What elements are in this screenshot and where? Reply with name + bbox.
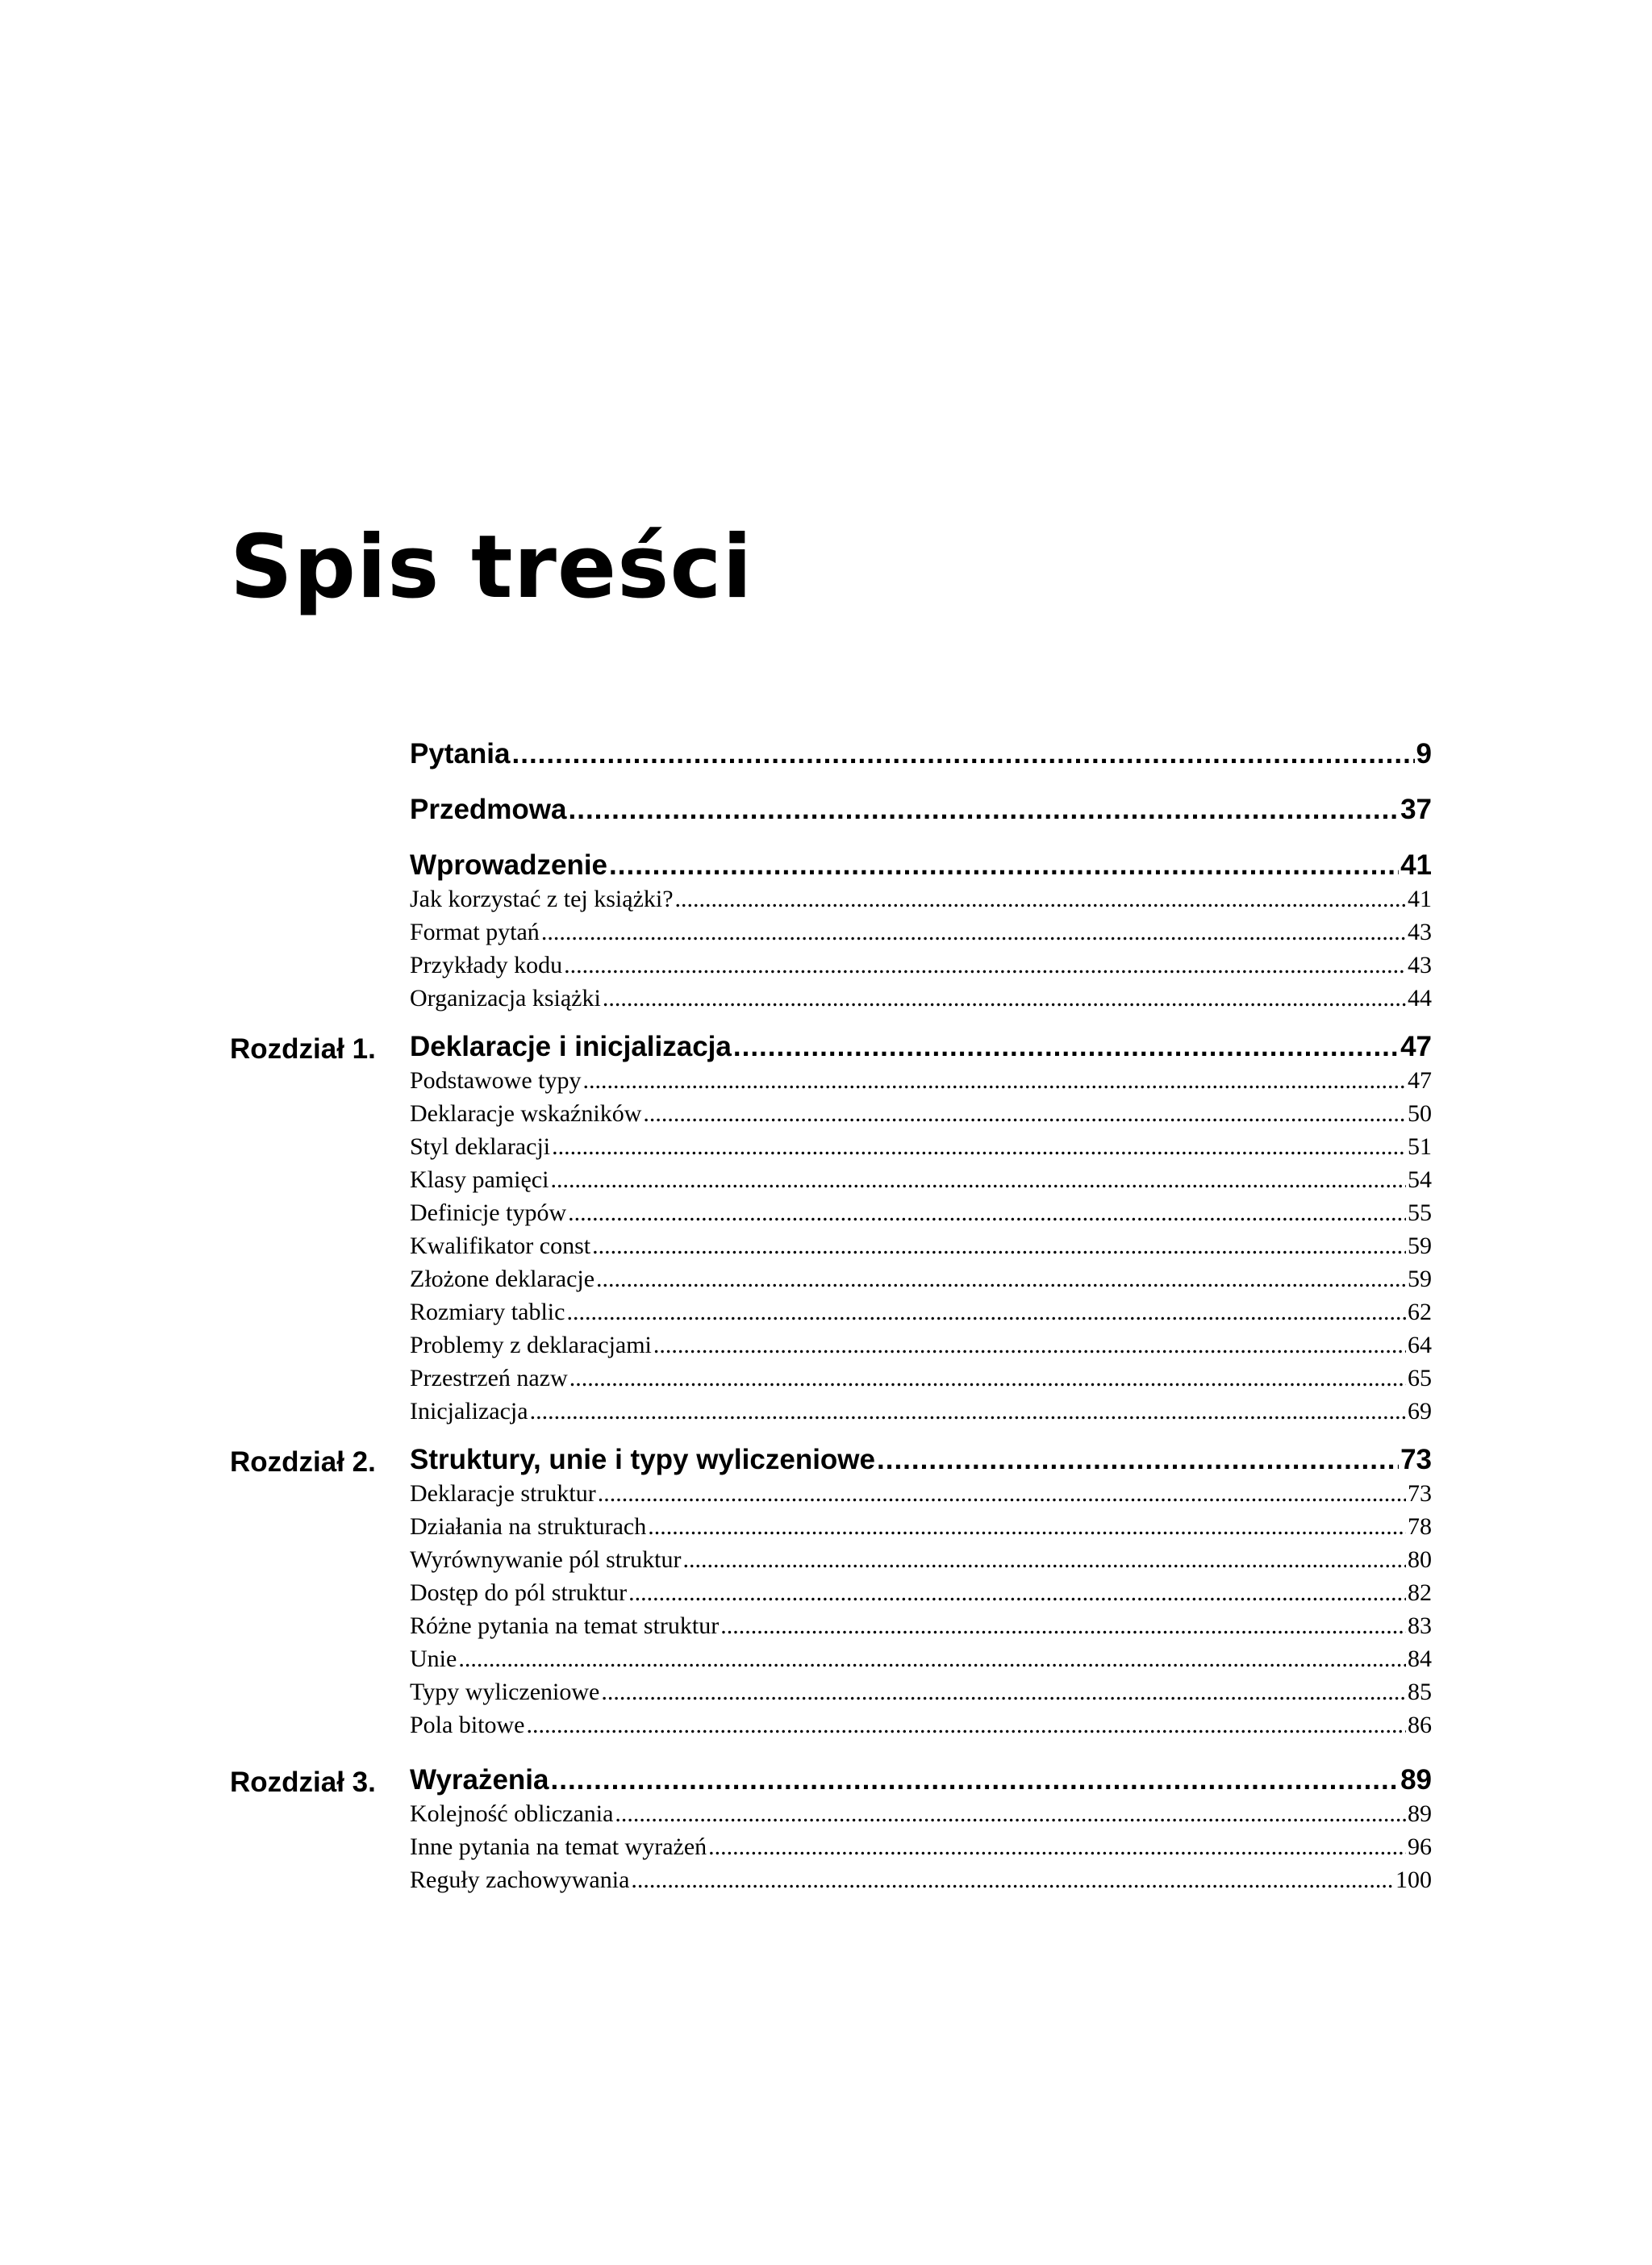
- toc-entry-chapter-title[interactable]: [410, 1031, 1432, 1067]
- toc-entry-przedmowa[interactable]: [410, 794, 1432, 830]
- dot-leader: [512, 738, 1415, 770]
- toc-subentry[interactable]: [410, 1679, 1432, 1712]
- toc-subentry-title: Dostęp do pól struktur: [410, 1579, 628, 1606]
- dot-leader: [458, 1646, 1406, 1673]
- toc-subentry[interactable]: [410, 1480, 1432, 1513]
- dot-leader: [598, 1480, 1406, 1508]
- dot-leader: [566, 1299, 1406, 1326]
- dot-leader: [653, 1332, 1406, 1359]
- toc-subentry-title: Działania na strukturach: [410, 1513, 647, 1540]
- toc-subentry-title: Przykłady kodu: [410, 952, 563, 978]
- dot-leader: [569, 1365, 1406, 1392]
- toc-subentry[interactable]: [410, 919, 1432, 952]
- toc-subentry[interactable]: [410, 1867, 1432, 1900]
- dot-leader: [550, 1166, 1406, 1194]
- dot-leader: [675, 886, 1406, 913]
- toc-subentry-title: Kwalifikator const: [410, 1233, 591, 1259]
- toc-subentry[interactable]: [410, 1646, 1432, 1679]
- table-of-contents: [230, 738, 1432, 1900]
- dot-leader: [552, 1133, 1406, 1161]
- toc-subentry-title: Organizacja książki: [410, 985, 601, 1012]
- chapter-label: Rozdział 1.: [230, 1033, 376, 1065]
- toc-subentry[interactable]: [410, 1100, 1432, 1133]
- toc-subentry-title: Klasy pamięci: [410, 1166, 549, 1193]
- toc-subentry[interactable]: [410, 1513, 1432, 1546]
- toc-subentry[interactable]: [410, 1299, 1432, 1332]
- toc-subentry-page: 59: [1408, 1233, 1432, 1259]
- toc-entry-page: 37: [1400, 794, 1432, 825]
- toc-subentry[interactable]: [410, 1712, 1432, 1745]
- toc-section-przedmowa: [230, 794, 1432, 830]
- dot-leader: [569, 794, 1400, 826]
- toc-subentry-title: Przestrzeń nazw: [410, 1365, 568, 1391]
- toc-subentry-page: 69: [1408, 1398, 1432, 1424]
- toc-entry-title: Pytania: [410, 738, 511, 770]
- toc-entry-page: 47: [1400, 1031, 1432, 1062]
- toc-entry-page: 73: [1400, 1444, 1432, 1475]
- toc-subentry[interactable]: [410, 1233, 1432, 1266]
- toc-subentry-title: Styl deklaracji: [410, 1133, 551, 1160]
- dot-leader: [541, 919, 1406, 946]
- toc-subentry-title: Problemy z deklaracjami: [410, 1332, 652, 1358]
- toc-subentry-title: Inne pytania na temat wyrażeń: [410, 1833, 707, 1860]
- toc-chapter-2: [230, 1444, 1432, 1745]
- toc-subentry-page: 65: [1408, 1365, 1432, 1391]
- dot-leader: [708, 1833, 1406, 1861]
- toc-subentry[interactable]: [410, 1133, 1432, 1166]
- dot-leader: [877, 1444, 1399, 1476]
- dot-leader: [530, 1398, 1406, 1425]
- toc-subentry-title: Podstawowe typy: [410, 1067, 582, 1094]
- toc-subentry-title: Wyrównywanie pól struktur: [410, 1546, 682, 1573]
- toc-subentry-title: Jak korzystać z tej książki?: [410, 886, 674, 912]
- toc-subentry-title: Definicje typów: [410, 1199, 567, 1226]
- dot-leader: [631, 1867, 1394, 1894]
- toc-subentry-page: 96: [1408, 1833, 1432, 1860]
- toc-subentry-page: 100: [1395, 1867, 1432, 1893]
- toc-chapter-1: [230, 1031, 1432, 1431]
- dot-leader: [583, 1067, 1407, 1095]
- toc-entry-title: Wprowadzenie: [410, 849, 608, 881]
- dot-leader: [551, 1764, 1400, 1796]
- dot-leader: [628, 1579, 1406, 1607]
- toc-subentry-page: 59: [1408, 1266, 1432, 1292]
- toc-subentry[interactable]: [410, 1266, 1432, 1299]
- toc-subentry-page: 80: [1408, 1546, 1432, 1573]
- toc-subentry-title: Różne pytania na temat struktur: [410, 1612, 720, 1639]
- toc-entry-title: Przedmowa: [410, 794, 567, 825]
- toc-entry-wprowadzenie[interactable]: [410, 849, 1432, 886]
- toc-subentry-title: Rozmiary tablic: [410, 1299, 565, 1325]
- dot-leader: [568, 1199, 1406, 1227]
- toc-subentry-title: Format pytań: [410, 919, 540, 945]
- toc-entry-page: 9: [1416, 738, 1432, 770]
- toc-entry-chapter-title[interactable]: [410, 1764, 1432, 1800]
- toc-subentry-page: 55: [1408, 1199, 1432, 1226]
- page-title: Spis treści: [230, 517, 753, 618]
- dot-leader: [682, 1546, 1406, 1574]
- toc-subentry-page: 50: [1408, 1100, 1432, 1127]
- toc-subentry[interactable]: [410, 1546, 1432, 1579]
- toc-subentry-title: Kolejność obliczania: [410, 1800, 614, 1827]
- toc-subentry[interactable]: [410, 1067, 1432, 1100]
- toc-subentry-title: Złożone deklaracje: [410, 1266, 595, 1292]
- toc-subentry[interactable]: [410, 1166, 1432, 1199]
- dot-leader: [527, 1712, 1407, 1739]
- dot-leader: [609, 849, 1399, 882]
- toc-chapter-3: [230, 1764, 1432, 1900]
- toc-subentry-page: 82: [1408, 1579, 1432, 1606]
- toc-subentry[interactable]: [410, 952, 1432, 985]
- toc-subentry-page: 86: [1408, 1712, 1432, 1738]
- dot-leader: [596, 1266, 1406, 1293]
- toc-subentry-page: 85: [1408, 1679, 1432, 1705]
- toc-entry-page: 89: [1400, 1764, 1432, 1796]
- toc-subentry-title: Deklaracje struktur: [410, 1480, 596, 1507]
- toc-subentry-title: Deklaracje wskaźników: [410, 1100, 642, 1127]
- dot-leader: [601, 1679, 1406, 1706]
- toc-subentry-page: 64: [1408, 1332, 1432, 1358]
- dot-leader: [733, 1031, 1399, 1063]
- toc-subentry-title: Typy wyliczeniowe: [410, 1679, 600, 1705]
- dot-leader: [564, 952, 1406, 979]
- dot-leader: [615, 1800, 1406, 1828]
- toc-entry-chapter-title[interactable]: [410, 1444, 1432, 1480]
- toc-subentry-title: Reguły zachowywania: [410, 1867, 630, 1893]
- toc-subentry-page: 84: [1408, 1646, 1432, 1672]
- toc-subentry-page: 44: [1408, 985, 1432, 1012]
- toc-subentry-page: 73: [1408, 1480, 1432, 1507]
- toc-subentry-page: 51: [1408, 1133, 1432, 1160]
- toc-entry-page: 41: [1400, 849, 1432, 881]
- dot-leader: [643, 1100, 1406, 1128]
- toc-subentry[interactable]: [410, 1365, 1432, 1398]
- toc-subentry-title: Unie: [410, 1646, 457, 1672]
- toc-subentry[interactable]: [410, 1833, 1432, 1867]
- dot-leader: [592, 1233, 1406, 1260]
- toc-subentry-page: 47: [1408, 1067, 1432, 1094]
- toc-subentry[interactable]: [410, 985, 1432, 1018]
- toc-subentry[interactable]: [410, 1332, 1432, 1365]
- toc-subentry-page: 54: [1408, 1166, 1432, 1193]
- toc-subentry[interactable]: [410, 1398, 1432, 1431]
- toc-subentry-title: Inicjalizacja: [410, 1398, 528, 1424]
- toc-subentry[interactable]: [410, 1579, 1432, 1612]
- toc-entry-pytania[interactable]: [410, 738, 1432, 774]
- toc-subentry[interactable]: [410, 1800, 1432, 1833]
- toc-subentry-title: Pola bitowe: [410, 1712, 525, 1738]
- toc-subentry-page: 41: [1408, 886, 1432, 912]
- toc-subentry-page: 43: [1408, 919, 1432, 945]
- chapter-label: Rozdział 2.: [230, 1446, 376, 1478]
- dot-leader: [603, 985, 1406, 1012]
- toc-subentry-page: 83: [1408, 1612, 1432, 1639]
- chapter-label: Rozdział 3.: [230, 1767, 376, 1798]
- toc-entry-title: Struktury, unie i typy wyliczeniowe: [410, 1444, 875, 1475]
- toc-subentry-page: 78: [1408, 1513, 1432, 1540]
- toc-subentry-page: 43: [1408, 952, 1432, 978]
- toc-subentry-page: 62: [1408, 1299, 1432, 1325]
- toc-section-wprowadzenie: [230, 849, 1432, 1018]
- toc-subentry[interactable]: [410, 1199, 1432, 1233]
- toc-subentry[interactable]: [410, 1612, 1432, 1646]
- toc-entry-title: Deklaracje i inicjalizacja: [410, 1031, 732, 1062]
- dot-leader: [648, 1513, 1406, 1541]
- toc-section-pytania: [230, 738, 1432, 774]
- toc-subentry[interactable]: [410, 886, 1432, 919]
- dot-leader: [720, 1612, 1406, 1640]
- toc-subentry-page: 89: [1408, 1800, 1432, 1827]
- toc-entry-title: Wyrażenia: [410, 1764, 549, 1796]
